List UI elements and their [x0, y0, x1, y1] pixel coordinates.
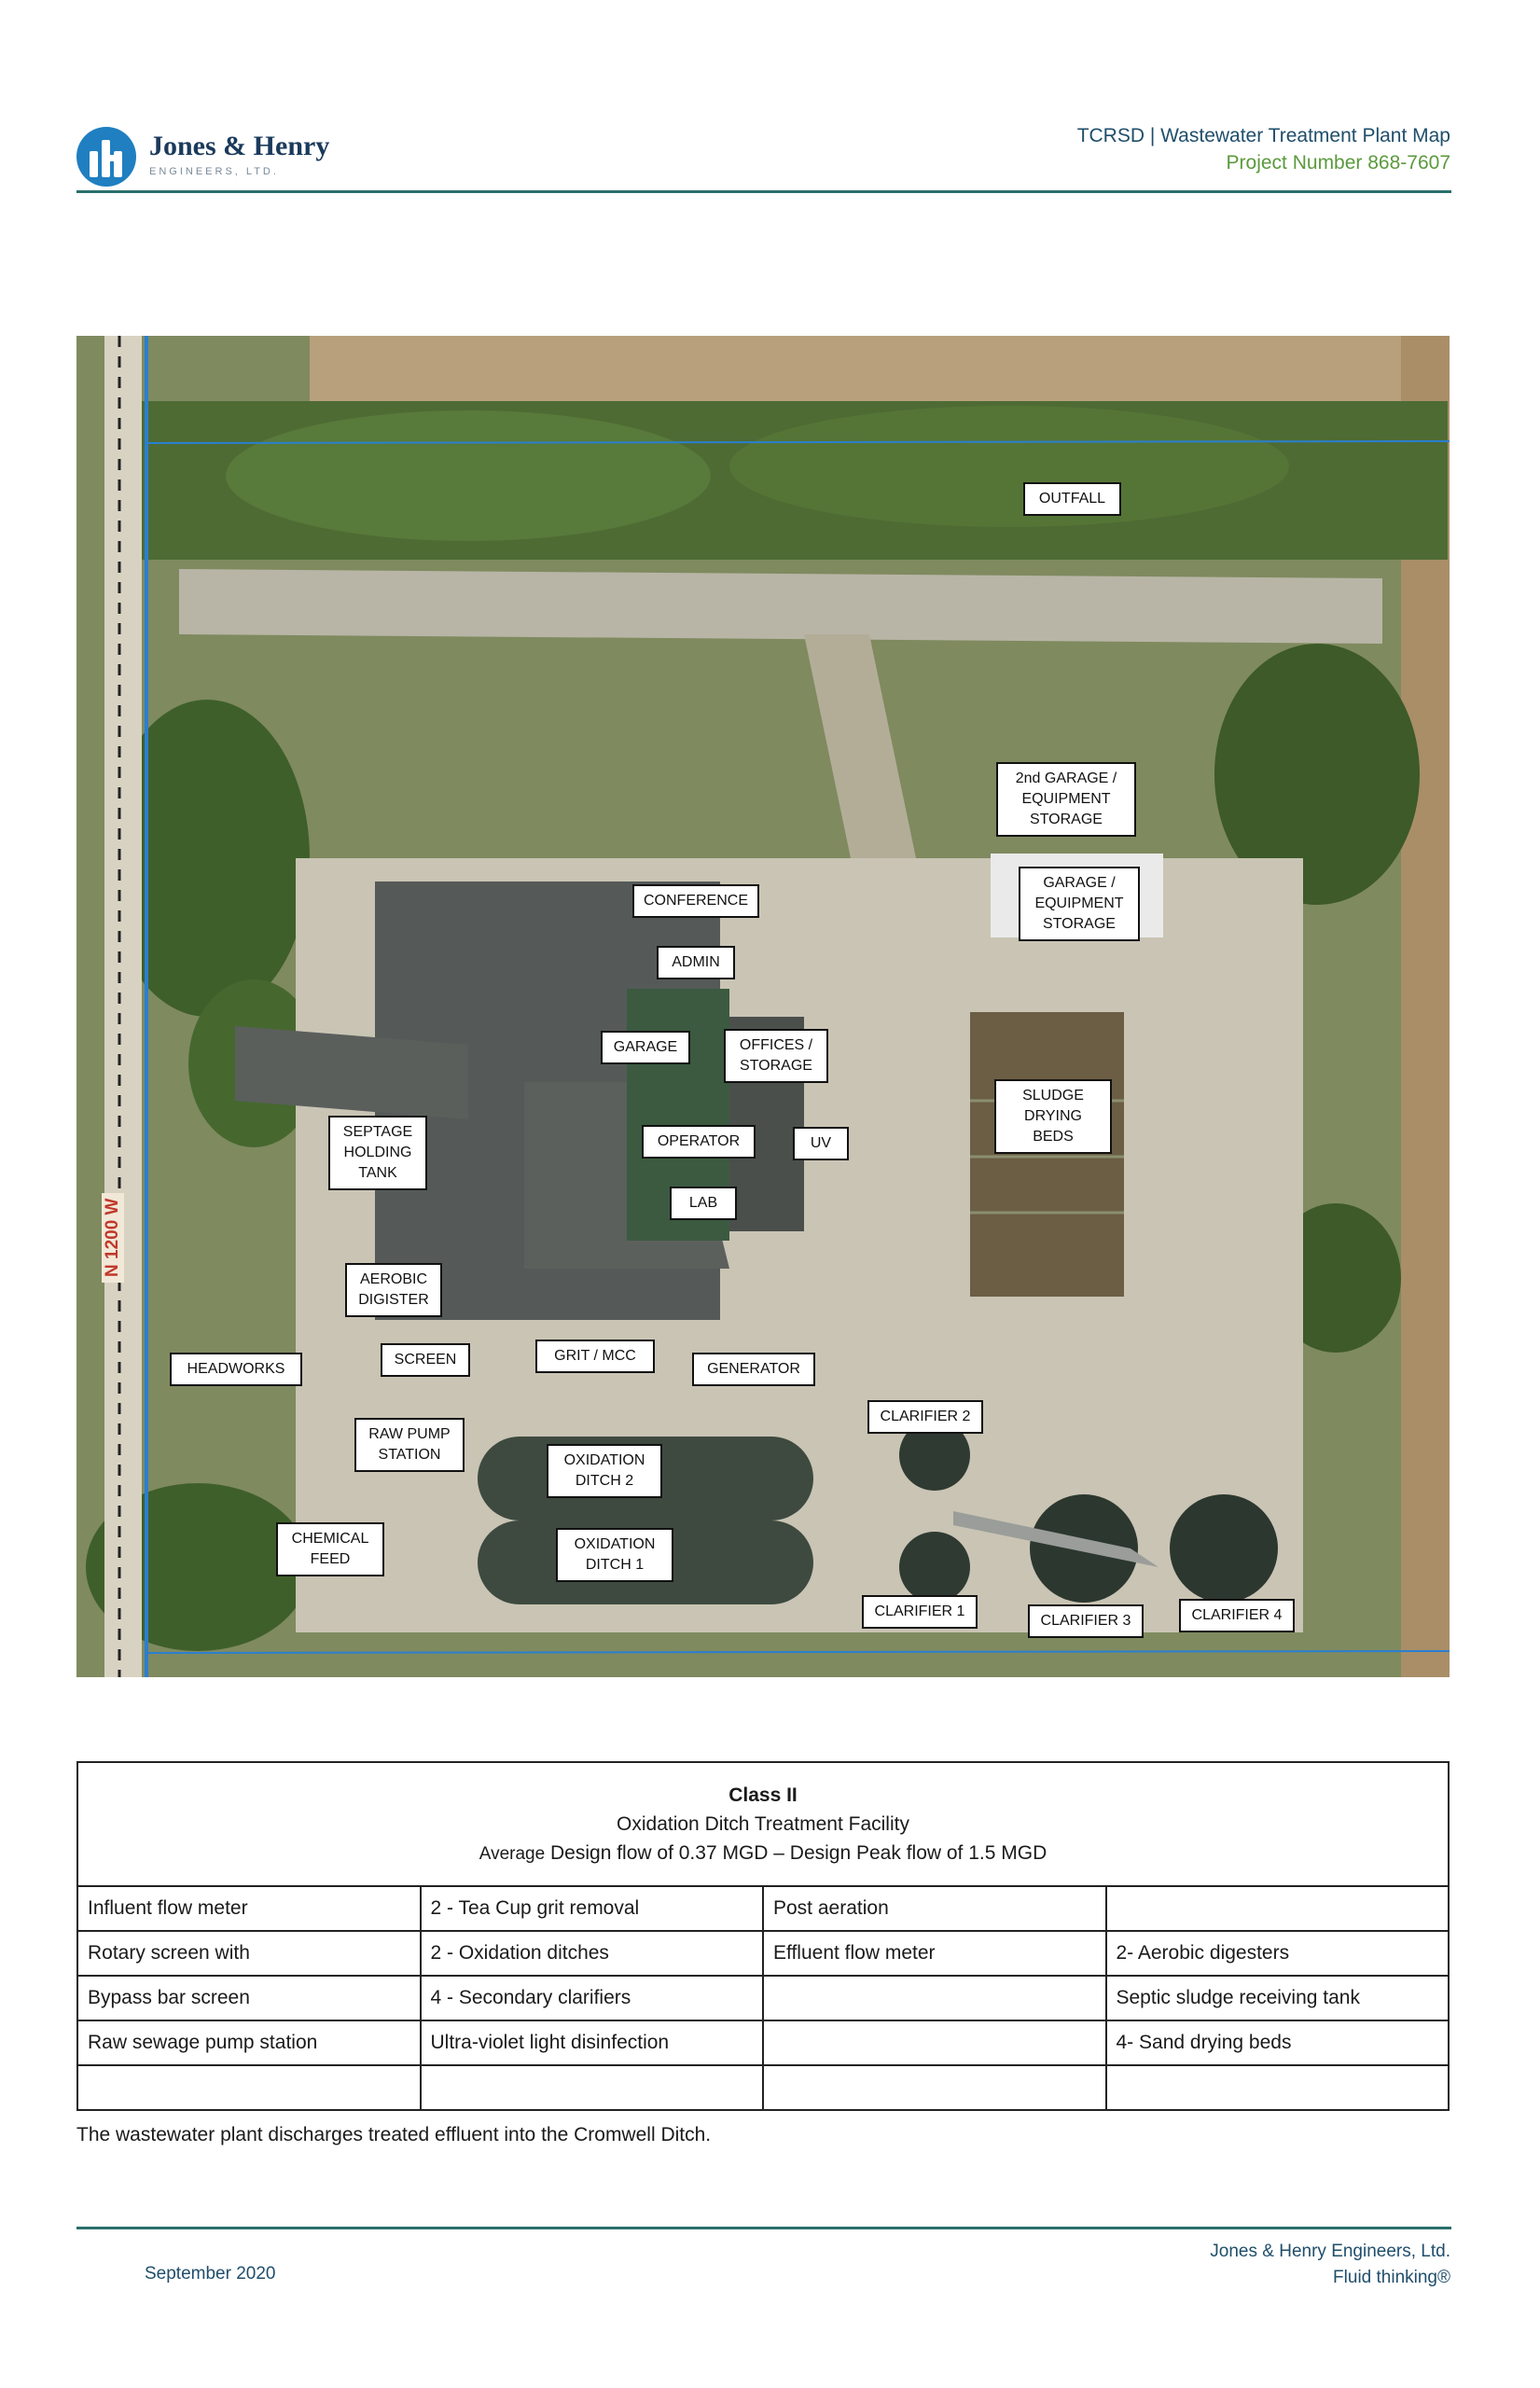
label-oxidation-ditch-2: OXIDATION DITCH 2: [547, 1444, 662, 1498]
table-row: [77, 1976, 1449, 2020]
document-title: TCRSD | Wastewater Treatment Plant Map: [1076, 125, 1450, 146]
label-screen: SCREEN: [381, 1343, 470, 1377]
road-label: N 1200 W: [102, 1193, 124, 1283]
table-row: [77, 2065, 1449, 2110]
table-cell: Ultra-violet light disinfection: [421, 2020, 764, 2065]
facility-class: Class II: [728, 1784, 798, 1806]
company-logo: [76, 127, 136, 187]
table-cell: Rotary screen with: [77, 1931, 421, 1976]
label-clarifier-1: CLARIFIER 1: [862, 1595, 978, 1629]
table-cell: [1106, 2065, 1450, 2110]
label-outfall: OUTFALL: [1023, 482, 1121, 516]
label-conference: CONFERENCE: [632, 884, 759, 918]
label-oxidation-ditch-1: OXIDATION DITCH 1: [556, 1528, 673, 1582]
label-admin: ADMIN: [657, 946, 735, 979]
table-cell: 2 - Tea Cup grit removal: [421, 1886, 764, 1931]
flow-prefix: Average: [479, 1843, 546, 1864]
label-generator: GENERATOR: [692, 1353, 815, 1386]
table-cell: [763, 2020, 1106, 2065]
footer-date: September 2020: [145, 2264, 276, 2284]
label-uv: UV: [793, 1127, 849, 1160]
footer-company: [1210, 2239, 1450, 2291]
table-row: [77, 1931, 1449, 1976]
footer-rule: [76, 2227, 1451, 2229]
table-row: [77, 2020, 1449, 2065]
label-clarifier-4: CLARIFIER 4: [1179, 1599, 1295, 1632]
table-cell: Bypass bar screen: [77, 1976, 421, 2020]
facility-summary: [77, 1762, 1449, 1886]
label-second-garage: 2nd GARAGE / EQUIPMENT STORAGE: [996, 762, 1136, 837]
table-cell: Septic sludge receiving tank: [1106, 1976, 1450, 2020]
table-cell: 2- Aerobic digesters: [1106, 1931, 1450, 1976]
table-cell: [763, 2065, 1106, 2110]
label-lab: LAB: [670, 1187, 737, 1220]
facility-type: Oxidation Ditch Treatment Facility: [617, 1812, 909, 1835]
table-cell: Post aeration: [763, 1886, 1106, 1931]
table-cell: [77, 2065, 421, 2110]
table-row: [77, 1886, 1449, 1931]
table-cell: 4- Sand drying beds: [1106, 2020, 1450, 2065]
header-info: [1077, 122, 1450, 176]
table-cell: 2 - Oxidation ditches: [421, 1931, 764, 1976]
discharge-note: The wastewater plant discharges treated effluent into the Cromwell Ditch.: [76, 2124, 712, 2145]
footer-company-name: Jones & Henry Engineers, Ltd.: [1210, 2242, 1450, 2261]
footer-slogan: Fluid thinking®: [1333, 2268, 1450, 2287]
brand-name: Jones & Henry: [149, 131, 330, 161]
aerial-site-map: [76, 336, 1450, 1677]
label-clarifier-2: CLARIFIER 2: [867, 1400, 983, 1434]
table-cell: [1106, 1886, 1450, 1931]
label-operator: OPERATOR: [642, 1125, 756, 1159]
aerial-photo: [76, 336, 1450, 1677]
project-number: Project Number 868-7607: [1226, 152, 1450, 174]
label-clarifier-3: CLARIFIER 3: [1028, 1604, 1144, 1638]
label-septage-holding-tank: SEPTAGE HOLDING TANK: [328, 1116, 427, 1190]
label-grit-mcc: GRIT / MCC: [535, 1340, 655, 1373]
table-cell: Raw sewage pump station: [77, 2020, 421, 2065]
label-offices-storage: OFFICES / STORAGE: [724, 1029, 828, 1083]
table-cell: [421, 2065, 764, 2110]
brand-tagline: ENGINEERS, LTD.: [149, 166, 279, 177]
table-header-row: [77, 1762, 1449, 1886]
label-raw-pump-station: RAW PUMP STATION: [354, 1418, 465, 1472]
label-aerobic-digester: AEROBIC DIGISTER: [345, 1263, 442, 1317]
label-garage-storage: GARAGE / EQUIPMENT STORAGE: [1019, 867, 1140, 941]
label-garage: GARAGE: [601, 1031, 690, 1064]
design-flow: Design flow of 0.37 MGD – Design Peak flow of 1.5 MGD: [550, 1841, 1047, 1864]
table-cell: [763, 1976, 1106, 2020]
facility-spec-table: [76, 1761, 1450, 2111]
table-cell: 4 - Secondary clarifiers: [421, 1976, 764, 2020]
label-sludge-drying-beds: SLUDGE DRYING BEDS: [994, 1079, 1112, 1154]
table-cell: Effluent flow meter: [763, 1931, 1106, 1976]
table-cell: Influent flow meter: [77, 1886, 421, 1931]
label-chemical-feed: CHEMICAL FEED: [276, 1522, 384, 1576]
label-headworks: HEADWORKS: [170, 1353, 302, 1386]
header-rule: [76, 190, 1451, 193]
